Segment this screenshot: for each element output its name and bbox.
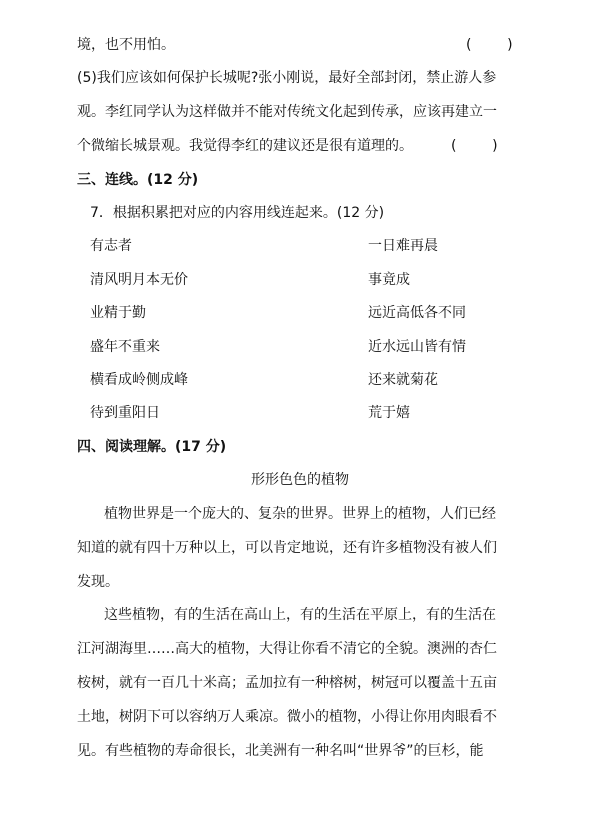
paragraph-2-line: 桉树，就有一百几十米高；孟加拉有一种榕树，树冠可以覆盖十五亩 (77, 675, 497, 691)
paragraph-2-line: 见。有些植物的寿命很长，北美洲有一种名叫“世界爷”的巨杉，能 (77, 743, 484, 759)
match-left-item: 有志者 (90, 238, 132, 254)
judgement-line-4: 个微缩长城景观。我觉得李红的建议还是很有道理的。 (77, 138, 413, 154)
match-left-item: 横看成岭侧成峰 (90, 372, 188, 388)
judgement-answer-blank-1: ( ) (466, 37, 513, 53)
section-3-heading: 三、连线。(12 分) (77, 172, 199, 188)
paragraph-2-line: 土地，树阴下可以容纳万人乘凉。微小的植物，小得让你用肉眼看不 (77, 709, 497, 725)
section-4-heading: 四、阅读理解。(17 分) (77, 439, 227, 455)
paragraph-1-line: 发现。 (77, 574, 119, 590)
match-right-item: 远近高低各不同 (368, 305, 466, 321)
paragraph-1-line: 植物世界是一个庞大的、复杂的世界。世界上的植物，人们已经 (104, 506, 496, 522)
match-right-item: 荒于嬉 (368, 405, 410, 421)
judgement-line-1: 境，也不用怕。 (77, 37, 175, 53)
question-7: 7．根据积累把对应的内容用线连起来。(12 分) (90, 205, 385, 221)
match-right-item: 还来就菊花 (368, 372, 438, 388)
paragraph-1-line: 知道的就有四十万种以上，可以肯定地说，还有许多植物没有被人们 (77, 540, 497, 556)
paragraph-2-line: 这些植物，有的生活在高山上，有的生活在平原上，有的生活在 (104, 607, 496, 623)
reading-title: 形形色色的植物 (251, 472, 349, 488)
judgement-line-2: (5)我们应该如何保护长城呢?张小刚说，最好全部封闭，禁止游人参 (77, 70, 497, 86)
judgement-line-3: 观。李红同学认为这样做并不能对传统文化起到传承，应该再建立一 (77, 104, 497, 120)
match-left-item: 盛年不重来 (90, 339, 160, 355)
match-left-item: 清风明月本无价 (90, 272, 188, 288)
match-left-item: 业精于勤 (90, 305, 146, 321)
match-left-item: 待到重阳日 (90, 405, 160, 421)
judgement-answer-blank-2: ( ) (451, 138, 498, 154)
match-right-item: 事竟成 (368, 272, 410, 288)
match-right-item: 一日难再晨 (368, 238, 438, 254)
match-right-item: 近水远山皆有情 (368, 339, 466, 355)
paragraph-2-line: 江河湖海里……高大的植物，大得让你看不清它的全貌。澳洲的杏仁 (77, 641, 497, 657)
